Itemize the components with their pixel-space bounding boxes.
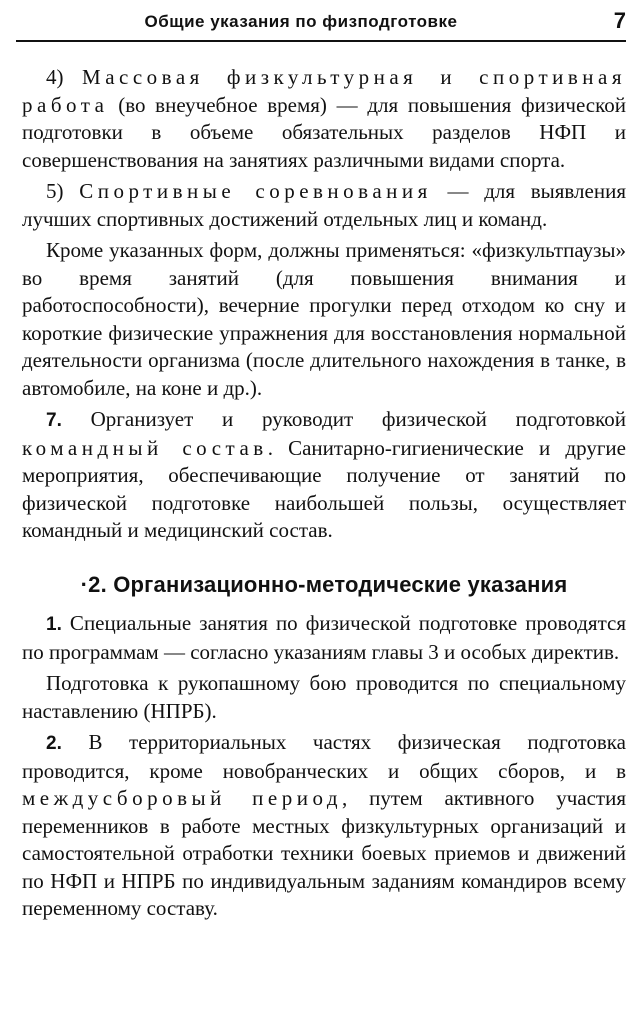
paragraph-text: Специальные занятия по физической подготовке проводятся по программам — согласно указаниям главы 3 и особых директив. [22, 611, 626, 664]
paragraph-text: — для выявления лучших спортивных достижений отдельных лиц и команд. [22, 179, 626, 231]
item-lead: 5) [46, 179, 80, 203]
paragraph-competitions [22, 178, 626, 233]
spaced-term: Массовая физкультурная и спортивная работа [22, 65, 626, 117]
paragraph-mass-sport [22, 64, 626, 174]
item-number: 7. [46, 410, 62, 431]
item-number: 1. [46, 614, 62, 635]
item-number: 2. [46, 733, 62, 754]
paragraph-territorial-units [22, 729, 626, 923]
spaced-term: командный состав [22, 435, 268, 460]
spaced-term: междусборовый период [22, 786, 343, 810]
paragraph-hand-to-hand [22, 670, 626, 725]
item-lead: 4) [46, 65, 83, 89]
running-head [16, 8, 626, 42]
spaced-term: Спортивные соревнования [79, 179, 432, 203]
paragraph-other-forms [22, 237, 626, 402]
running-title: Общие указания по физподготовке [144, 12, 458, 31]
paragraph-special-classes [22, 610, 626, 666]
paragraph-text: Организует и руководит физической подготовкой [61, 407, 626, 431]
paragraph-text: . Санитарно-гигиенические и другие мероприятия, обеспечивающие получение от занятий по физической подготовке наибольшей пользы, осуществляет командный и медицинский состав. [22, 435, 626, 542]
paragraph-text: , путем активного участия переменников в работе местных физкультурных организаций и самостоятельной отработки техники боевых приемов и движений по НФП и НПРБ по индивидуальным заданиям командиров всему переменному составу. [22, 786, 626, 920]
section-heading: ·2. Организационно-методические указания [80, 571, 568, 597]
paragraph-text: В территориальных частях физическая подготовка проводится, кроме новобранческих и общих сборов, и в [22, 730, 626, 783]
paragraph-text: Кроме указанных форм, должны применяться: «физкультпаузы» во время занятий (для повышения внимания и работоспособности), вечерние прогулки перед отходом ко сну и короткие физические упражнения для восстановления нормальной деятельности организма (после длительного нахождения в танке, в автомобиле, на коне и др.). [22, 238, 626, 400]
paragraph-text: (во внеучебное время) — для повышения физической подготовки в объеме обязательных разделов НФП и совершенствования на занятиях различными видами спорта. [22, 92, 626, 172]
page-number: 7 [613, 8, 626, 33]
paragraph-text: Подготовка к рукопашному бою проводится по специальному наставлению (НПРБ). [22, 671, 626, 723]
paragraph-command-staff [22, 406, 626, 545]
page-body [22, 64, 626, 927]
